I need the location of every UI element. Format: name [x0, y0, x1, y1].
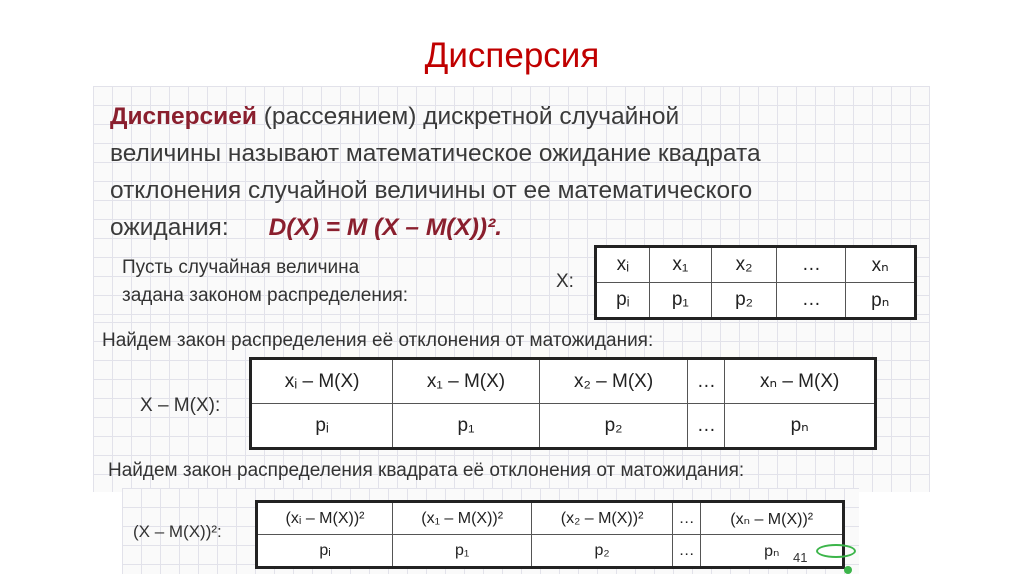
- table-row: [257, 535, 844, 568]
- definition-line-4-text: ожидания:: [110, 214, 229, 241]
- table-cell: x₂ – M(X): [539, 359, 687, 404]
- table-cell: xₙ: [846, 247, 916, 283]
- table-cell: …: [672, 502, 701, 535]
- table-cell: x₁: [649, 247, 711, 283]
- decorative-dot-icon: [844, 566, 852, 574]
- definition-line-4: [110, 209, 910, 246]
- table-row: [257, 502, 844, 535]
- table-cell: xₙ – M(X): [725, 359, 876, 404]
- table-row: [596, 283, 916, 319]
- step3-heading: Найдем закон распределения квадрата её отклонения от матожидания:: [108, 460, 745, 481]
- table3-label: (X – M(X))²:: [133, 522, 222, 541]
- definition-block: [110, 98, 910, 246]
- intro-line-2: задана законом распределения:: [122, 285, 409, 306]
- table2-label: X – M(X):: [140, 395, 221, 416]
- intro-line-1: Пусть случайная величина: [122, 257, 360, 278]
- table-cell: p₂: [532, 535, 673, 568]
- table-cell: (x₂ – M(X))²: [532, 502, 673, 535]
- table-cell: p₂: [539, 404, 687, 449]
- table1-label: X:: [556, 271, 574, 292]
- table-cell: xᵢ – M(X): [251, 359, 393, 404]
- definition-term: Дисперсией: [110, 103, 257, 130]
- table-cell: (xₙ – M(X))²: [701, 502, 844, 535]
- table-cell: …: [672, 535, 701, 568]
- definition-line-1-rest: (рассеянием) дискретной случайной: [256, 103, 680, 130]
- table-row: [251, 404, 876, 449]
- table-cell: …: [688, 404, 725, 449]
- table-cell: …: [688, 359, 725, 404]
- table-cell: x₂: [711, 247, 776, 283]
- table-cell: p₁: [393, 404, 540, 449]
- table-cell: …: [777, 247, 846, 283]
- definition-line-2: величины называют математическое ожидание квадрата: [110, 140, 761, 167]
- decorative-ring-icon: [816, 544, 856, 558]
- table-cell: x₁ – M(X): [393, 359, 540, 404]
- table-cell: (xᵢ – M(X))²: [257, 502, 393, 535]
- slide-title: Дисперсия: [424, 36, 600, 75]
- table-cell: xᵢ: [596, 247, 650, 283]
- variance-formula: D(X) = M (X – M(X))².: [268, 214, 503, 241]
- definition-line-3: отклонения случайной величины от ее математического: [110, 177, 753, 204]
- table-cell: p₁: [649, 283, 711, 319]
- distribution-table-deviation: [249, 357, 877, 450]
- table-cell: pₙ: [701, 535, 844, 568]
- distribution-table-squared-deviation: [255, 500, 845, 569]
- distribution-table-x: [594, 245, 917, 320]
- table-cell: pₙ: [725, 404, 876, 449]
- page-number: 41: [793, 550, 808, 565]
- table-cell: pᵢ: [251, 404, 393, 449]
- table-cell: (x₁ – M(X))²: [393, 502, 532, 535]
- table-cell: p₁: [393, 535, 532, 568]
- definition-line-1: [110, 98, 910, 135]
- table-cell: pᵢ: [596, 283, 650, 319]
- table-row: [251, 359, 876, 404]
- table-cell: p₂: [711, 283, 776, 319]
- table-cell: pₙ: [846, 283, 916, 319]
- table-cell: pᵢ: [257, 535, 393, 568]
- table-row: [596, 247, 916, 283]
- table-cell: …: [777, 283, 846, 319]
- step2-heading: Найдем закон распределения её отклонения от матожидания:: [102, 330, 654, 351]
